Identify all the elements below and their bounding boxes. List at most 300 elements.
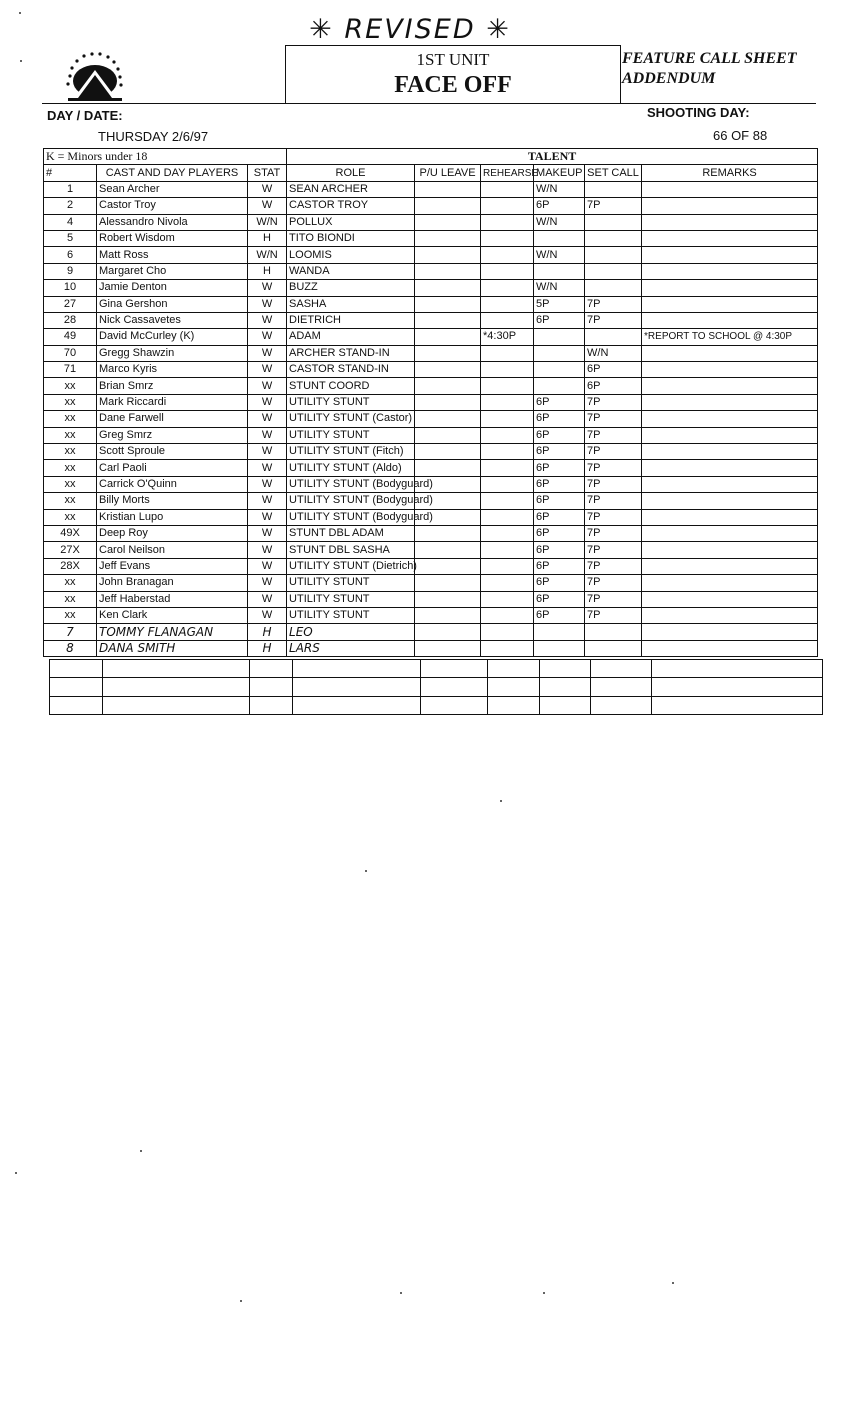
table-row [44,198,818,214]
cell-pu-leave [415,378,481,394]
cell-pu-leave [415,181,481,197]
cell-pu-leave [415,591,481,607]
cell-makeup [534,378,585,394]
cell-role: WANDA [287,263,415,279]
cell-remarks [642,247,818,263]
cell-role: POLLUX [287,214,415,230]
cell-remarks [642,509,818,525]
cell-rehearse: *4:30P [481,329,534,345]
cell-role: STUNT COORD [287,378,415,394]
cell-cast-name: Alessandro Nivola [97,214,248,230]
cell-row-num: 5 [44,230,97,246]
cell-stat: W [248,378,287,394]
cell-remarks [642,378,818,394]
cell-stat: W [248,460,287,476]
cell-makeup [534,362,585,378]
table-row [44,181,818,197]
cell-role: ADAM [287,329,415,345]
column-header-row [44,165,818,181]
cell-role: UTILITY STUNT [287,394,415,410]
cell-remarks [642,411,818,427]
cell-pu-leave [415,296,481,312]
cell-rehearse [481,378,534,394]
cell-row-num: 49X [44,525,97,541]
cell-role: UTILITY STUNT [287,591,415,607]
cell-stat: W [248,181,287,197]
cell-row-num: 4 [44,214,97,230]
cell-remarks [642,181,818,197]
cell-role: STUNT DBL SASHA [287,542,415,558]
table-row [44,525,818,541]
cell-makeup: 6P [534,198,585,214]
cell-makeup: W/N [534,247,585,263]
table-row [44,575,818,591]
cast-rows [44,181,818,624]
table-row [44,444,818,460]
cell-set-call: 7P [585,558,642,574]
cell-role: UTILITY STUNT (Castor) [287,411,415,427]
cell-role: UTILITY STUNT [287,427,415,443]
cell-makeup: W/N [534,280,585,296]
section-title: TALENT [287,149,818,165]
cell-role: STUNT DBL ADAM [287,525,415,541]
cell-cast-name: Mark Riccardi [97,394,248,410]
cell-stat: W [248,493,287,509]
cell-set-call: 7P [585,460,642,476]
cell-pu-leave [415,345,481,361]
cell-remarks [642,362,818,378]
cell-cast-name: Matt Ross [97,247,248,263]
cell-set-call [585,230,642,246]
cell-pu-leave [415,280,481,296]
cell-remarks [642,476,818,492]
cell-rehearse [481,230,534,246]
table-row [44,394,818,410]
talent-table [43,148,818,657]
cell-makeup: 6P [534,509,585,525]
cell-pu-leave [415,329,481,345]
cell-role: SEAN ARCHER [287,181,415,197]
handwritten-rows [44,624,818,657]
cell-cast-name: Carl Paoli [97,460,248,476]
cell-makeup: 6P [534,411,585,427]
document-type-line2: ADDENDUM [622,70,716,87]
cell-set-call: 7P [585,411,642,427]
blank-row [50,678,823,696]
cell-stat: H [248,230,287,246]
cell-stat: W [248,329,287,345]
cell-row-num: xx [44,378,97,394]
cell-makeup: 6P [534,460,585,476]
cell-makeup [534,263,585,279]
cell-rehearse [481,476,534,492]
cell-pu-leave [415,263,481,279]
cell-remarks [642,296,818,312]
cell-rehearse [481,247,534,263]
cell-stat: W [248,542,287,558]
cell-makeup: 6P [534,542,585,558]
cell-makeup: 6P [534,444,585,460]
cell-role: LEO [287,624,415,640]
cell-cast-name: Billy Morts [97,493,248,509]
cell-pu-leave [415,247,481,263]
minors-note: K = Minors under 18 [44,149,287,165]
cell-cast-name: Robert Wisdom [97,230,248,246]
cell-row-num: 70 [44,345,97,361]
cell-set-call [585,329,642,345]
table-row [44,411,818,427]
unit-label: 1ST UNIT [416,50,490,69]
cell-rehearse [481,525,534,541]
cell-pu-leave [415,198,481,214]
cell-cast-name: John Branagan [97,575,248,591]
cell-set-call: 7P [585,312,642,328]
cell-cast-name: Gina Gershon [97,296,248,312]
cell-role: UTILITY STUNT (Dietrich) [287,558,415,574]
cell-remarks [642,460,818,476]
cell-row-num: 71 [44,362,97,378]
cell-remarks [642,493,818,509]
cell-rehearse [481,444,534,460]
cell-role: ARCHER STAND-IN [287,345,415,361]
cell-remarks [642,542,818,558]
table-row [44,509,818,525]
cell-pu-leave [415,312,481,328]
handwritten-row [44,624,818,640]
revised-stamp [290,14,530,48]
col-header-pu-leave: P/U LEAVE [415,165,481,181]
table-row [44,312,818,328]
cell-stat: W [248,411,287,427]
cell-empty [415,624,481,640]
cell-set-call: 7P [585,198,642,214]
cell-cast-name: Gregg Shawzin [97,345,248,361]
cell-cast-name: DANA SMITH [97,640,248,656]
cell-set-call [585,280,642,296]
cell-empty [481,640,534,656]
cell-stat: W [248,558,287,574]
cell-empty [642,640,818,656]
studio-logo [62,52,126,104]
cell-row-num: 10 [44,280,97,296]
cell-role: BUZZ [287,280,415,296]
cell-role: UTILITY STUNT (Bodyguard) [287,509,415,525]
cell-role: LOOMIS [287,247,415,263]
cell-stat: W [248,394,287,410]
cell-set-call: 7P [585,296,642,312]
cell-stat: W [248,362,287,378]
cell-row-num: 9 [44,263,97,279]
asterisk-icon: ✳ [486,14,511,45]
cell-pu-leave [415,558,481,574]
cell-cast-name: Greg Smrz [97,427,248,443]
cell-set-call: 7P [585,427,642,443]
table-row [44,493,818,509]
cell-pu-leave [415,394,481,410]
cell-row-num: xx [44,394,97,410]
cell-empty [585,640,642,656]
col-header-remarks: REMARKS [642,165,818,181]
cell-empty [534,624,585,640]
revised-text: REVISED [344,14,476,45]
cell-row-num: 1 [44,181,97,197]
cell-row-num: 27 [44,296,97,312]
table-row [44,280,818,296]
cell-role: DIETRICH [287,312,415,328]
cell-cast-name: Marco Kyris [97,362,248,378]
cell-cast-name: Dane Farwell [97,411,248,427]
cell-empty [481,624,534,640]
cell-makeup: 6P [534,575,585,591]
table-row [44,542,818,558]
cell-role: CASTOR STAND-IN [287,362,415,378]
cell-pu-leave [415,607,481,623]
cell-row-num: 6 [44,247,97,263]
cell-rehearse [481,460,534,476]
cell-role: LARS [287,640,415,656]
cell-rehearse [481,181,534,197]
blank-row [50,696,823,714]
cell-rehearse [481,394,534,410]
table-row [44,591,818,607]
cell-rehearse [481,362,534,378]
cell-role: UTILITY STUNT (Aldo) [287,460,415,476]
cell-pu-leave [415,460,481,476]
cell-stat: W [248,312,287,328]
table-row [44,362,818,378]
shooting-day-label: SHOOTING DAY: [647,105,750,120]
cell-stat: W [248,591,287,607]
cell-set-call: 7P [585,575,642,591]
table-row [44,345,818,361]
cell-remarks [642,607,818,623]
col-header-num: # [44,165,97,181]
cell-set-call: 7P [585,607,642,623]
table-row [44,214,818,230]
cell-remarks [642,427,818,443]
cell-row-num: 49 [44,329,97,345]
cell-row-num: xx [44,575,97,591]
table-row [44,558,818,574]
production-title: FACE OFF [394,72,512,98]
cell-cast-name: Kristian Lupo [97,509,248,525]
cell-cast-name: Jamie Denton [97,280,248,296]
cell-empty [415,640,481,656]
cell-makeup: 6P [534,591,585,607]
cell-makeup: 6P [534,493,585,509]
col-header-role: ROLE [287,165,415,181]
cell-makeup: 6P [534,525,585,541]
cell-role: UTILITY STUNT (Bodyguard) [287,476,415,492]
cell-cast-name: Margaret Cho [97,263,248,279]
cell-remarks: *REPORT TO SCHOOL @ 4:30P [642,329,818,345]
cell-stat: W [248,280,287,296]
cell-set-call: 7P [585,394,642,410]
cell-remarks [642,280,818,296]
cell-rehearse [481,280,534,296]
cell-role: SASHA [287,296,415,312]
cell-remarks [642,558,818,574]
cell-role: UTILITY STUNT (Fitch) [287,444,415,460]
cell-pu-leave [415,427,481,443]
cell-stat: W [248,525,287,541]
table-row [44,378,818,394]
cell-row-num: xx [44,427,97,443]
cell-role: UTILITY STUNT [287,607,415,623]
blank-row [50,660,823,678]
cell-row-num: xx [44,476,97,492]
table-row [44,230,818,246]
cell-row-num: 8 [44,640,97,656]
cell-makeup: 6P [534,312,585,328]
cell-remarks [642,230,818,246]
table-row [44,427,818,443]
cell-makeup: 6P [534,427,585,443]
cell-stat: W [248,575,287,591]
cell-rehearse [481,198,534,214]
cell-pu-leave [415,214,481,230]
cell-row-num: 27X [44,542,97,558]
header-rule [42,103,816,104]
cell-row-num: 7 [44,624,97,640]
cell-stat: W [248,476,287,492]
cell-set-call [585,247,642,263]
cell-row-num: xx [44,411,97,427]
cell-cast-name: Brian Smrz [97,378,248,394]
cell-set-call: 7P [585,493,642,509]
cell-stat: W/N [248,214,287,230]
cell-rehearse [481,542,534,558]
cell-makeup [534,329,585,345]
table-row [44,460,818,476]
table-row [44,296,818,312]
cell-pu-leave [415,362,481,378]
cell-cast-name: Ken Clark [97,607,248,623]
cell-set-call: 7P [585,525,642,541]
col-header-stat: STAT [248,165,287,181]
document-type [622,49,797,89]
cell-remarks [642,312,818,328]
cell-makeup: 6P [534,394,585,410]
handwritten-row [44,640,818,656]
cell-makeup [534,345,585,361]
cell-empty [534,640,585,656]
cell-remarks [642,444,818,460]
table-row [44,476,818,492]
cell-row-num: xx [44,493,97,509]
cell-role: UTILITY STUNT [287,575,415,591]
cell-makeup: 6P [534,476,585,492]
cell-row-num: xx [44,460,97,476]
cell-stat: W [248,444,287,460]
cell-stat: W/N [248,247,287,263]
cell-pu-leave [415,525,481,541]
table-row [44,247,818,263]
cell-row-num: xx [44,591,97,607]
cell-remarks [642,525,818,541]
col-header-rehearse: REHEARSE [481,165,534,181]
cell-row-num: 28 [44,312,97,328]
scan-speck [400,1292,402,1294]
cell-role: CASTOR TROY [287,198,415,214]
caption-row [44,149,818,165]
cell-set-call: 6P [585,378,642,394]
scan-speck [672,1282,674,1284]
cell-rehearse [481,263,534,279]
cell-makeup: 5P [534,296,585,312]
col-header-makeup: MAKEUP [534,165,585,181]
cell-stat: W [248,198,287,214]
cell-cast-name: Carrick O'Quinn [97,476,248,492]
cell-remarks [642,591,818,607]
cell-remarks [642,214,818,230]
cell-set-call [585,181,642,197]
col-header-set-call: SET CALL [585,165,642,181]
cell-stat: W [248,607,287,623]
cell-set-call: 7P [585,542,642,558]
scan-speck [500,800,502,802]
cell-row-num: xx [44,509,97,525]
cell-cast-name: TOMMY FLANAGAN [97,624,248,640]
cell-cast-name: Sean Archer [97,181,248,197]
col-header-cast: CAST AND DAY PLAYERS [97,165,248,181]
cell-rehearse [481,575,534,591]
scan-speck [20,60,22,62]
day-date-label: DAY / DATE: [47,108,123,123]
cell-row-num: xx [44,607,97,623]
cell-role: TITO BIONDI [287,230,415,246]
cell-pu-leave [415,411,481,427]
cell-cast-name: Deep Roy [97,525,248,541]
cell-row-num: 2 [44,198,97,214]
document-type-line1: FEATURE CALL SHEET [622,50,797,67]
day-date-value: THURSDAY 2/6/97 [98,129,209,144]
cell-pu-leave [415,575,481,591]
cell-remarks [642,394,818,410]
cell-empty [585,624,642,640]
cell-rehearse [481,214,534,230]
cell-set-call [585,263,642,279]
cell-cast-name: Carol Neilson [97,542,248,558]
table-row [44,607,818,623]
cell-stat: H [248,624,287,640]
cell-cast-name: David McCurley (K) [97,329,248,345]
cell-remarks [642,345,818,361]
cell-stat: H [248,263,287,279]
cell-set-call: 7P [585,476,642,492]
cell-remarks [642,575,818,591]
cell-makeup: 6P [534,558,585,574]
scan-speck [19,12,21,14]
cell-stat: W [248,509,287,525]
cell-rehearse [481,411,534,427]
scan-speck [140,1150,142,1152]
shooting-day-value: 66 OF 88 [713,128,768,143]
cell-pu-leave [415,444,481,460]
cell-remarks [642,198,818,214]
cell-set-call: 7P [585,444,642,460]
cell-set-call: 7P [585,591,642,607]
cell-role: UTILITY STUNT (Bodyguard) [287,493,415,509]
cell-rehearse [481,312,534,328]
cell-pu-leave [415,230,481,246]
cell-rehearse [481,591,534,607]
cell-cast-name: Scott Sproule [97,444,248,460]
cell-rehearse [481,558,534,574]
cell-cast-name: Jeff Evans [97,558,248,574]
cell-makeup: 6P [534,607,585,623]
cell-set-call [585,214,642,230]
